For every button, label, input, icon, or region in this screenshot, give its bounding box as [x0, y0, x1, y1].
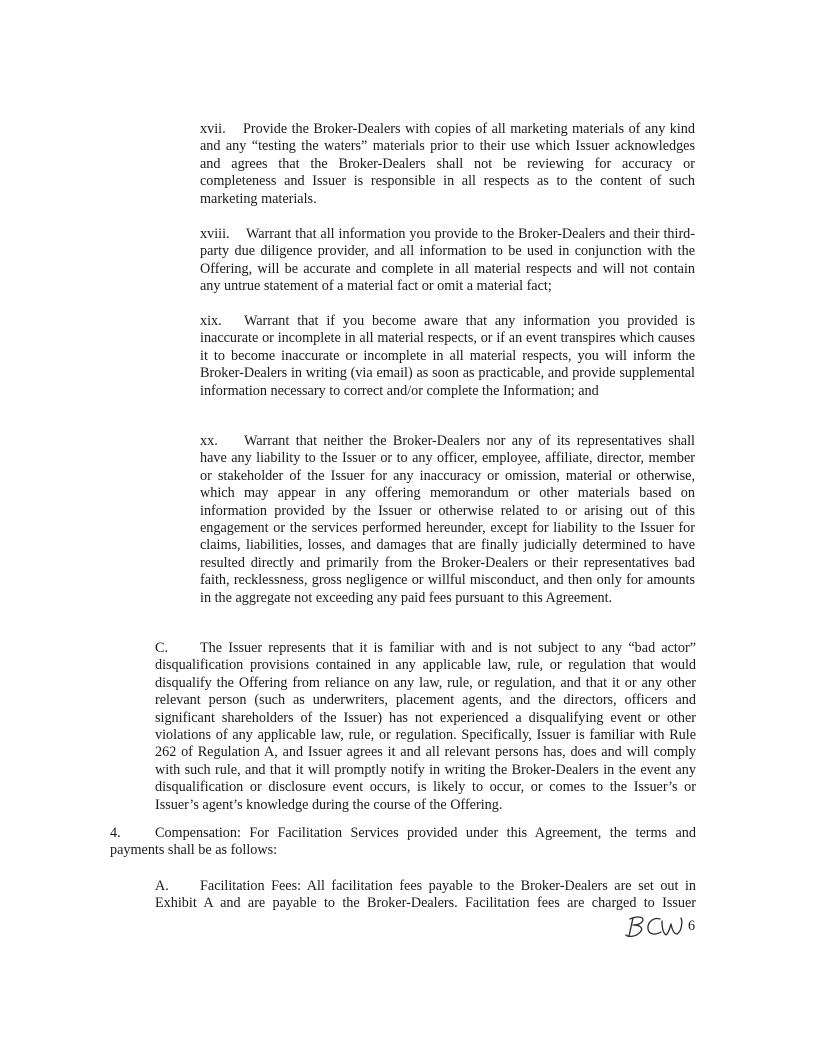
section-4: [110, 825, 696, 860]
clause-xx-label: xx.: [200, 433, 218, 449]
clause-c-text: The Issuer represents that it is familiar with and is not subject to any “bad actor” disqualification provisions contained in any applicable law, rule, or regulation that would disqualify the Offering from reliance on any law, rule, or regulation, and that it or any other relevant person (such as underwriters, placement agents, and the directors, officers and significant shareholders of the Issuer) has not experienced a disqualifying event or other violations of any applicable law, rule, or regulation. Specifically, Issuer is familiar with Rule 262 of Regulation A, and Issuer agrees it and all relevant persons has, does and will comply with such rule, and that it will promptly notify in writing the Broker-Dealers in the event any disqualification or disclosure event occurs, is likely to occur, or comes to the Issuer’s or Issuer’s agent’s knowledge during the course of the Offering.: [155, 640, 696, 813]
clause-xix: [200, 313, 695, 400]
section-4-label: 4.: [110, 825, 121, 841]
clause-a-line-1: [155, 878, 696, 895]
clause-xix-label: xix.: [200, 313, 222, 329]
clause-xviii: [200, 226, 695, 296]
clause-xx: [200, 433, 695, 607]
clause-xx-text: Warrant that neither the Broker-Dealers nor any of its representatives shall have any liability to the Issuer or to any officer, employee, affiliate, director, member or stakeholder of the Issuer for any inaccuracy or omission, material or otherwise, which may appear in any offering memorandum or other materials based on information provided by the Issuer or otherwise related to or arising out of this engagement or the services performed hereunder, except for liability to the Issuer for claims, liabilities, losses, and damages that are finally judicially determined to have resulted directly and primarily from the Broker-Dealers or their representatives bad faith, recklessness, gross negligence or willful misconduct, and then only for amounts in the aggregate not exceeding any paid fees pursuant to this Agreement.: [200, 433, 695, 606]
section-4-text: Compensation: For Facilitation Services provided under this Agreement, the terms and payments shall be as follows:: [110, 825, 696, 859]
clause-a: [155, 878, 696, 913]
page-number: 6: [688, 918, 696, 934]
initials-stroke-w: [662, 918, 682, 935]
clause-a-line-2: Exhibit A and are payable to the Broker-Dealers. Facilitation fees are charged to Issuer: [155, 895, 696, 912]
clause-xix-text: Warrant that if you become aware that any information you provided is inaccurate or incomplete in all material respects, or if an event transpires which causes it to become inaccurate or incomplete in all material respects, you will inform the Broker-Dealers in writing (via email) as soon as practicable, and provide supplemental information necessary to correct and/or complete the Information; and: [200, 313, 695, 399]
clause-xvii-text: Provide the Broker-Dealers with copies of all marketing materials of any kind and any “testing the waters” materials prior to their use which Issuer acknowledges and agrees that the Broker-Dealers shall not be reviewing for accuracy or completeness and Issuer is responsible in all respects as to the content of such marketing materials.: [200, 121, 695, 207]
initials-signature: [624, 913, 690, 943]
clause-xviii-text: Warrant that all information you provide to the Broker-Dealers and their third-party due diligence provider, and all information to be used in conjunction with the Offering, will be accurate and complete in all material respects and will not contain any untrue statement of a material fact or omit a material fact;: [200, 226, 695, 295]
clause-xvii: [200, 121, 695, 208]
clause-c: [155, 640, 696, 814]
initials-stroke-c: [648, 919, 661, 934]
clause-xviii-label: xviii.: [200, 226, 230, 242]
clause-xvii-label: xvii.: [200, 121, 226, 137]
clause-a-text-1: Facilitation Fees: All facilitation fees payable to the Broker-Dealers are set out in: [200, 878, 696, 894]
clause-c-label: C.: [155, 640, 169, 656]
clause-a-label: A.: [155, 878, 169, 894]
initials-stroke-b: [626, 917, 643, 936]
